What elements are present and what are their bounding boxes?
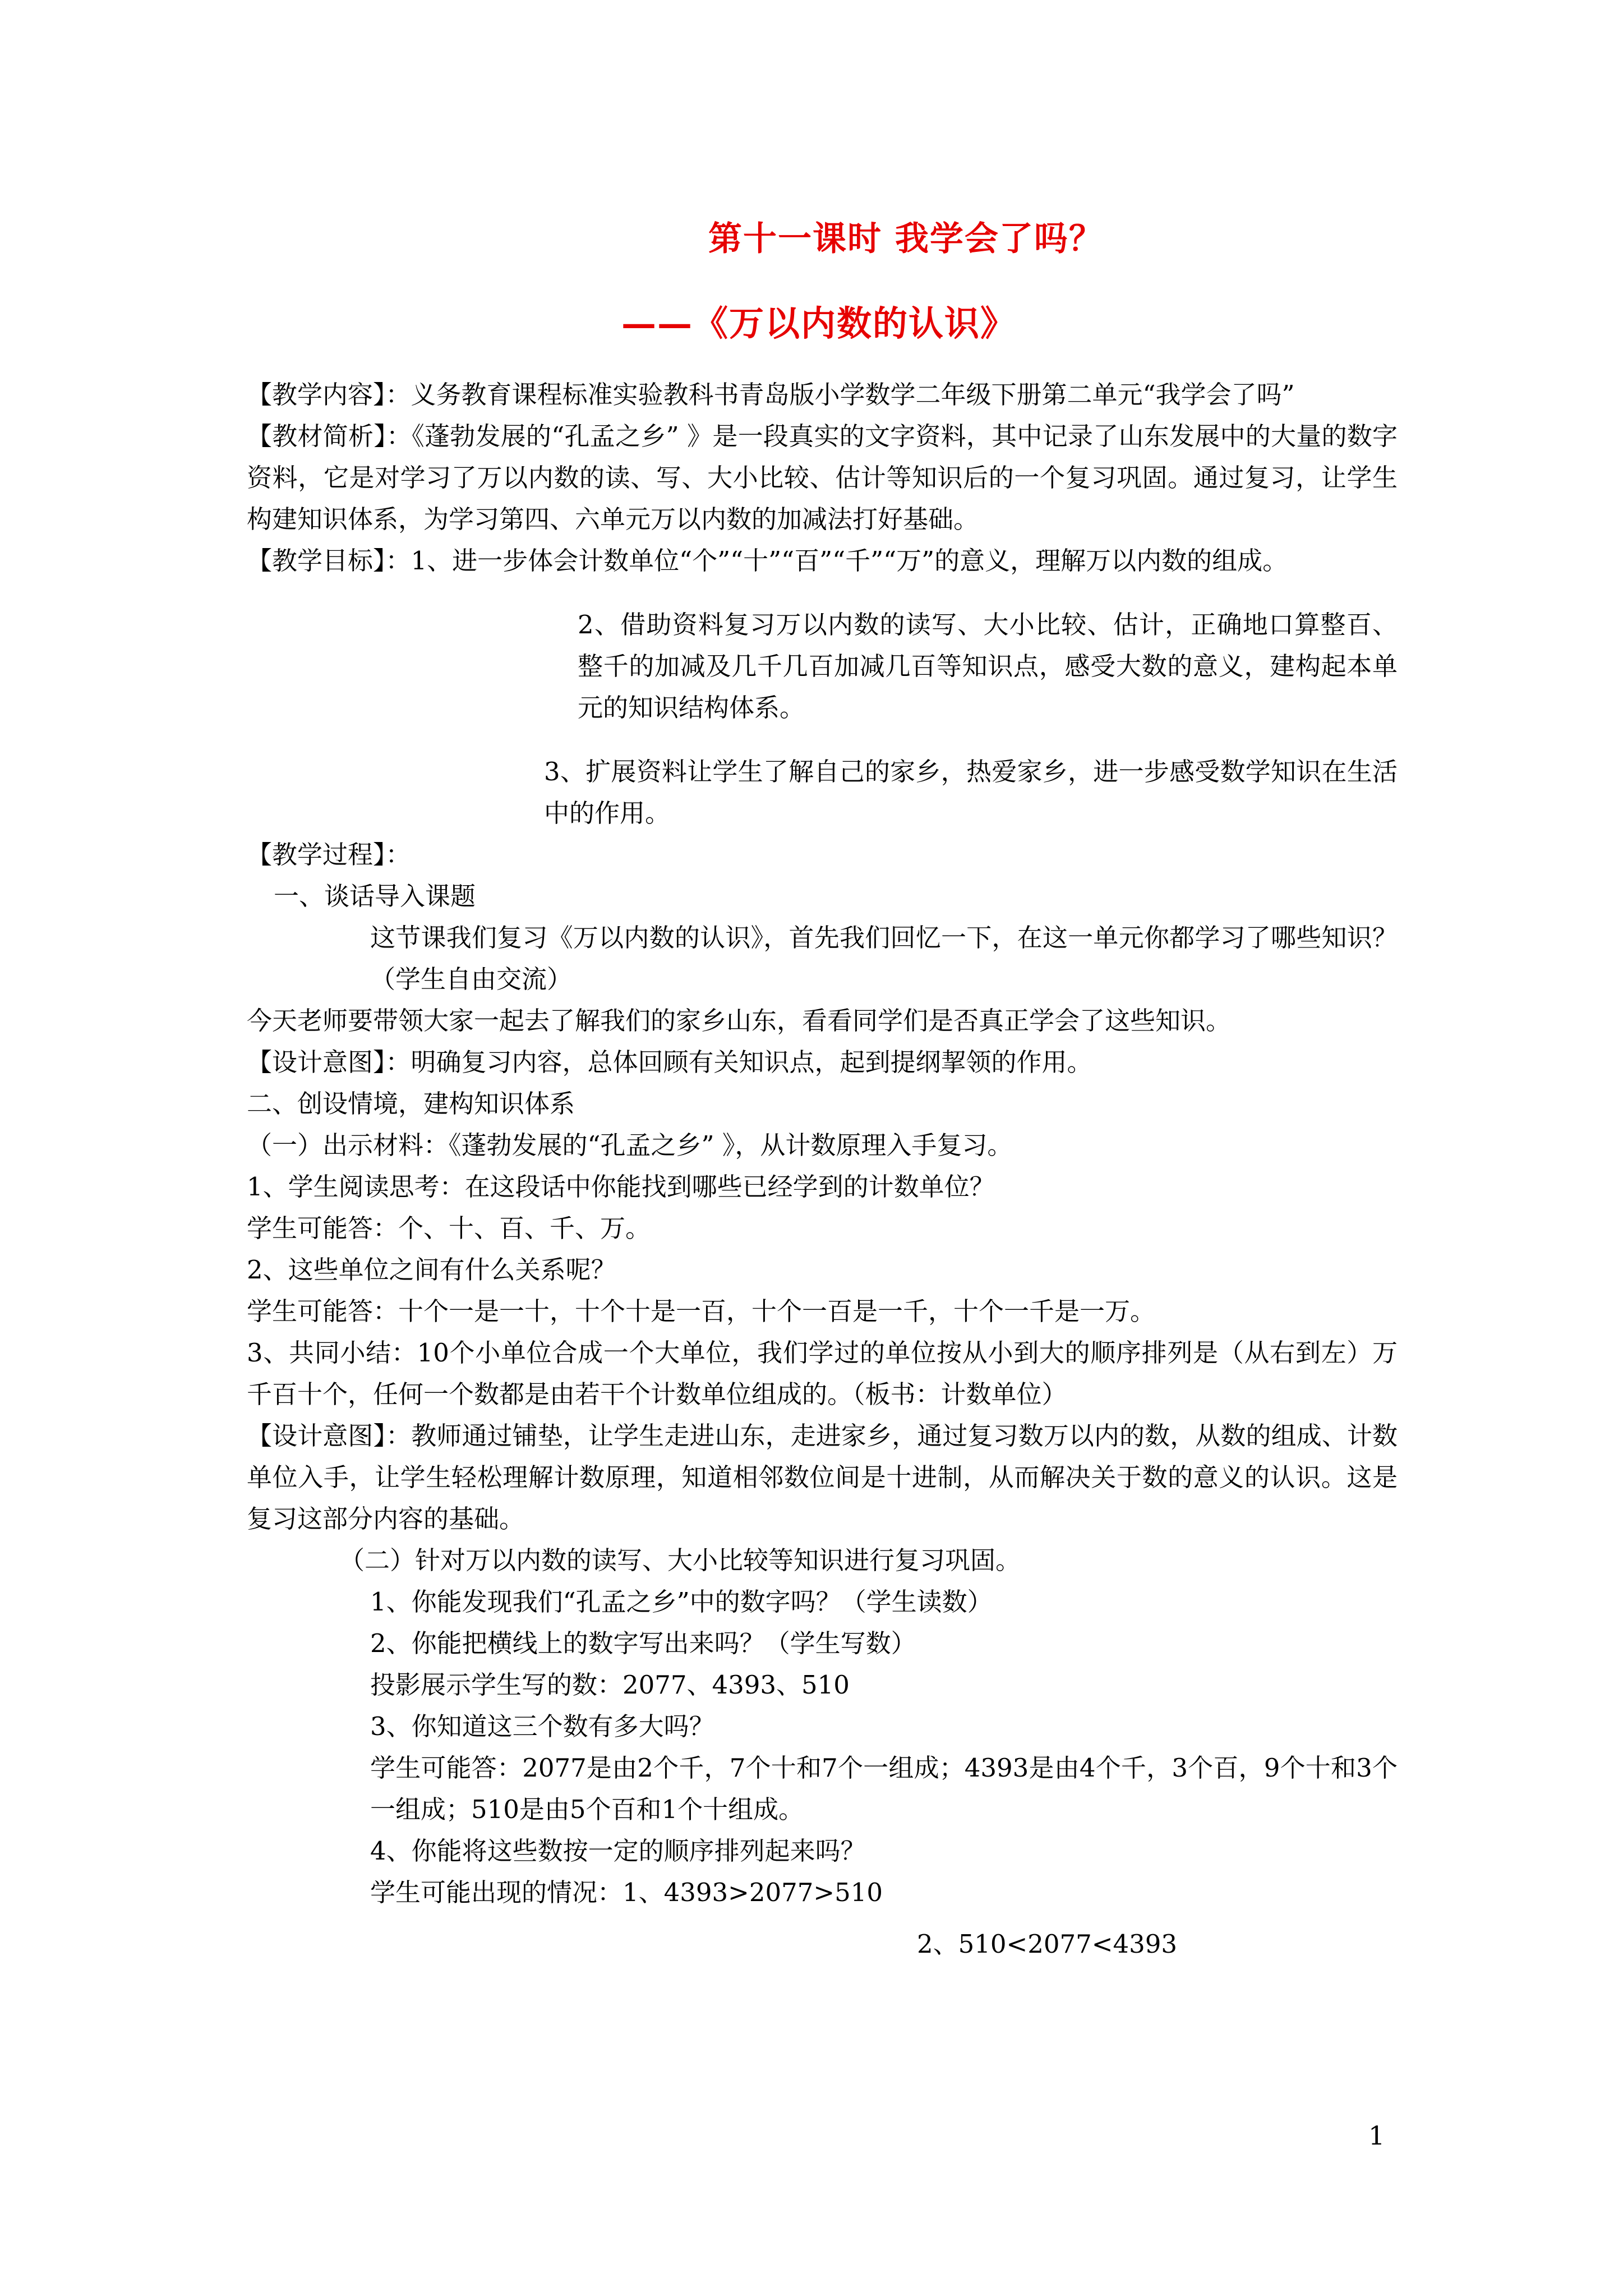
section-heading-2: 二、创设情境，建构知识体系	[247, 1089, 575, 1119]
paragraph-today: 今天老师要带领大家一起去了解我们的家乡山东，看看同学们是否真正学会了这些知识。	[247, 1006, 1232, 1036]
paragraph-teaching-content: 【教学内容】：义务教育课程标准实验教科书青岛版小学数学二年级下册第二单元“我学会了吗”	[247, 380, 1295, 409]
paragraph-goal-2: 2、借助资料复习万以内数的读写、大小比较、估计，正确地口算整百、整千的加减及几千几百加减几百等知识点，感受大数的意义，建构起本单元的知识结构体系。	[578, 610, 1398, 723]
paragraph-design-intent-1: 【设计意图】：明确复习内容，总体回顾有关知识点，起到提纲挈领的作用。	[247, 1047, 1092, 1077]
paragraph-projection: 投影展示学生写的数：2077、4393、510	[370, 1670, 850, 1700]
paragraph-question-2: 2、你能把横线上的数字写出来吗？（学生写数）	[370, 1628, 916, 1658]
paragraph-design-intent-2: 【设计意图】：教师通过铺垫，让学生走进山东，走进家乡，通过复习数万以内的数，从数的组成、计数单位入手，让学生轻松理解计数原理，知道相邻数位间是十进制，从而解决关于数的意义的认识。这是复习这部分内容的基础。	[247, 1421, 1398, 1534]
paragraph-answer-2: 学生可能答：十个一是一十，十个十是一百，十个一百是一千，十个一千是一万。	[247, 1296, 1156, 1326]
page-number: 1	[1368, 2120, 1385, 2151]
page-title: 第十一课时 我学会了吗？	[708, 219, 1104, 259]
document-body	[247, 374, 1398, 1965]
paragraph-step-2: 2、这些单位之间有什么关系呢？	[247, 1255, 616, 1285]
paragraph-question-4: 4、你能将这些数按一定的顺序排列起来吗？	[370, 1836, 866, 1866]
paragraph-case-1: 学生可能出现的情况：1、4393>2077>510	[370, 1878, 883, 1907]
paragraph-step-1: 1、学生阅读思考：在这段话中你能找到哪些已经学到的计数单位？	[247, 1172, 995, 1202]
paragraph-answer-1: 学生可能答：个、十、百、千、万。	[247, 1213, 651, 1243]
page-subtitle: ——《万以内数的认识》	[621, 303, 1017, 344]
paragraph-goal-1: 【教学目标】：1、进一步体会计数单位“个”“十”“百”“千”“万”的意义，理解万以内数的组成。	[247, 546, 1288, 576]
paragraph-intro: 这节课我们复习《万以内数的认识》，首先我们回忆一下，在这一单元你都学习了哪些知识？（学生自由交流）	[370, 923, 1398, 994]
paragraph-case-2: 2、510<2077<4393	[917, 1929, 1177, 1959]
paragraph-question-1: 1、你能发现我们“孔孟之乡”中的数字吗？（学生读数）	[370, 1587, 993, 1617]
paragraph-step-3: 3、共同小结：10个小单位合成一个大单位，我们学过的单位按从小到大的顺序排列是（从右到左）万千百十个，任何一个数都是由若干个计数单位组成的。（板书：计数单位）	[247, 1338, 1398, 1409]
paragraph-goal-3: 3、扩展资料让学生了解自己的家乡，热爱家乡，进一步感受数学知识在生活中的作用。	[544, 757, 1398, 828]
paragraph-answer-3: 学生可能答：2077是由2个千，7个十和7个一组成；4393是由4个千，3个百，9个十和3个一组成；510是由5个百和1个十组成。	[370, 1753, 1398, 1824]
subsection-heading-2: （二）针对万以内数的读写、大小比较等知识进行复习巩固。	[339, 1545, 1021, 1575]
paragraph-question-3: 3、你知道这三个数有多大吗？	[370, 1711, 714, 1741]
paragraph-material-analysis: 【教材简析】：《蓬勃发展的“孔孟之乡” 》是一段真实的文字资料，其中记录了山东发展中的大量的数字资料，它是对学习了万以内数的读、写、大小比较、估计等知识后的一个复习巩固。通过复习，让学生构建知识体系，为学习第四、六单元万以内数的加减法打好基础。	[247, 421, 1398, 534]
section-heading-1: 一、谈话导入课题	[274, 881, 476, 911]
paragraph-material: （一）出示材料：《蓬勃发展的“孔孟之乡” 》，从计数原理入手复习。	[247, 1130, 1013, 1160]
paragraph-process-heading: 【教学过程】：	[247, 840, 411, 869]
